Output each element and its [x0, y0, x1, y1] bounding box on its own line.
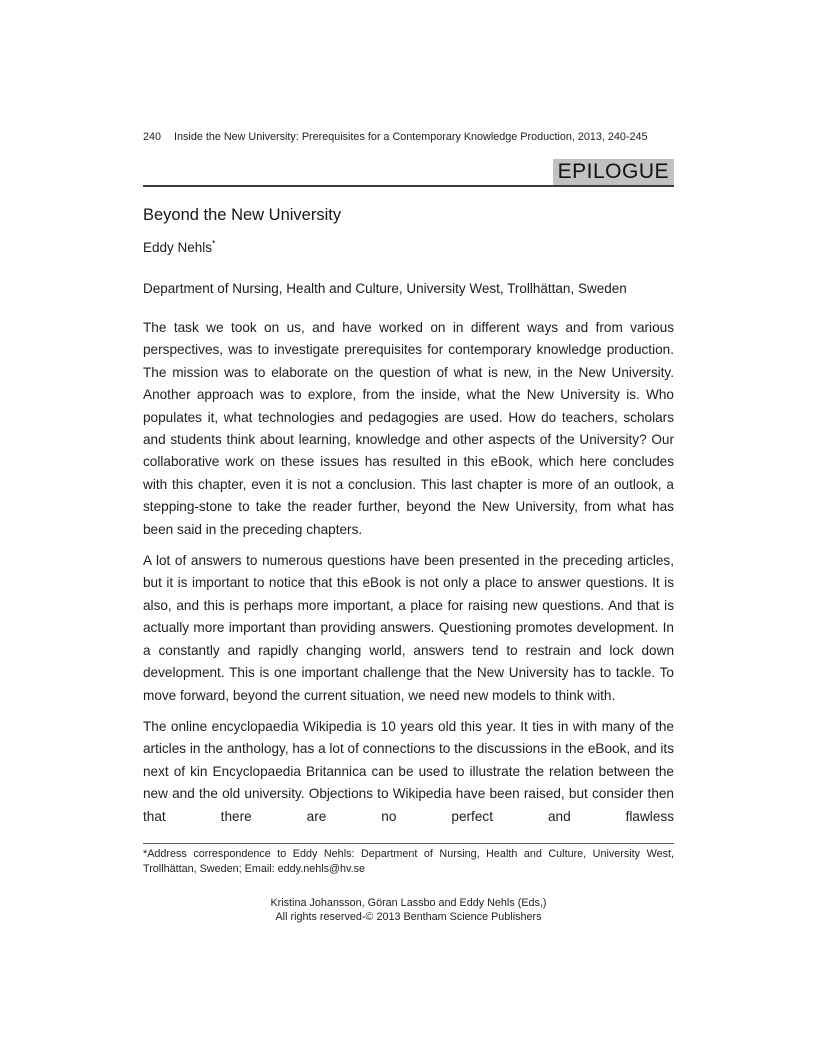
page-content — [143, 0, 674, 925]
body-paragraph-1: The task we took on us, and have worked on in different ways and from various perspectives, was to investigate prerequisites for contemporary knowledge production. The mission was to elaborate on the question of what is new, in the New University. Another approach was to explore, from the inside, what the New University is. Who populates it, what technologies and pedagogies are used. How do teachers, scholars and students think about learning, knowledge and other aspects of the University? Our collaborative work on these issues has resulted in this eBook, which here concludes with this chapter, even it is not a conclusion. This last chapter is more of an outlook, a stepping-stone to take the reader further, beyond the New University, from what has been said in the preceding chapters. — [143, 320, 674, 537]
page-footer — [143, 896, 674, 925]
author-name: Eddy Nehls — [143, 240, 213, 255]
running-header-title: Inside the New University: Prerequisites for a Contemporary Knowledge Production, 2013, 240-245 — [174, 131, 648, 143]
footer-editors: Kristina Johansson, Göran Lassbo and Eddy Nehls (Eds,) — [270, 896, 547, 909]
author-line — [143, 239, 674, 256]
author-footnote-marker: * — [212, 238, 216, 249]
body-paragraph-3: The online encyclopaedia Wikipedia is 10 years old this year. It ties in with many of the articles in the anthology, has a lot of connections to the discussions in the eBook, and its next of kin Encyclopaedia Britannica can be used to illustrate the relation between the new and the old university. Objections to Wikipedia have been raised, but consider then that there are no perfect and flawless — [143, 718, 674, 824]
page-number: 240 — [143, 131, 162, 143]
affiliation: Department of Nursing, Health and Culture, University West, Trollhättan, Sweden — [143, 281, 627, 296]
section-label: EPILOGUE — [553, 159, 674, 185]
footnote-divider — [143, 843, 674, 844]
body-paragraph-2: A lot of answers to numerous questions have been presented in the preceding articles, but it is important to notice that this eBook is not only a place to answer questions. It is also, and this is perhaps more important, a place for raising new questions. And that is actually more important than providing answers. Questioning promotes development. In a constantly and rapidly changing world, answers tend to restrain and lock down development. This is one important challenge that the New University has to tackle. To move forward, beyond the current situation, we need new models to think with. — [143, 553, 674, 703]
running-header — [143, 131, 674, 144]
footer-rights: All rights reserved-© 2013 Bentham Science Publishers — [275, 911, 542, 924]
section-label-row — [143, 159, 674, 187]
chapter-title: Beyond the New University — [143, 206, 342, 224]
footnote: *Address correspondence to Eddy Nehls: Department of Nursing, Health and Culture, University West, Trollhättan, Sweden; Email: eddy.nehls@hv.se — [143, 847, 674, 875]
